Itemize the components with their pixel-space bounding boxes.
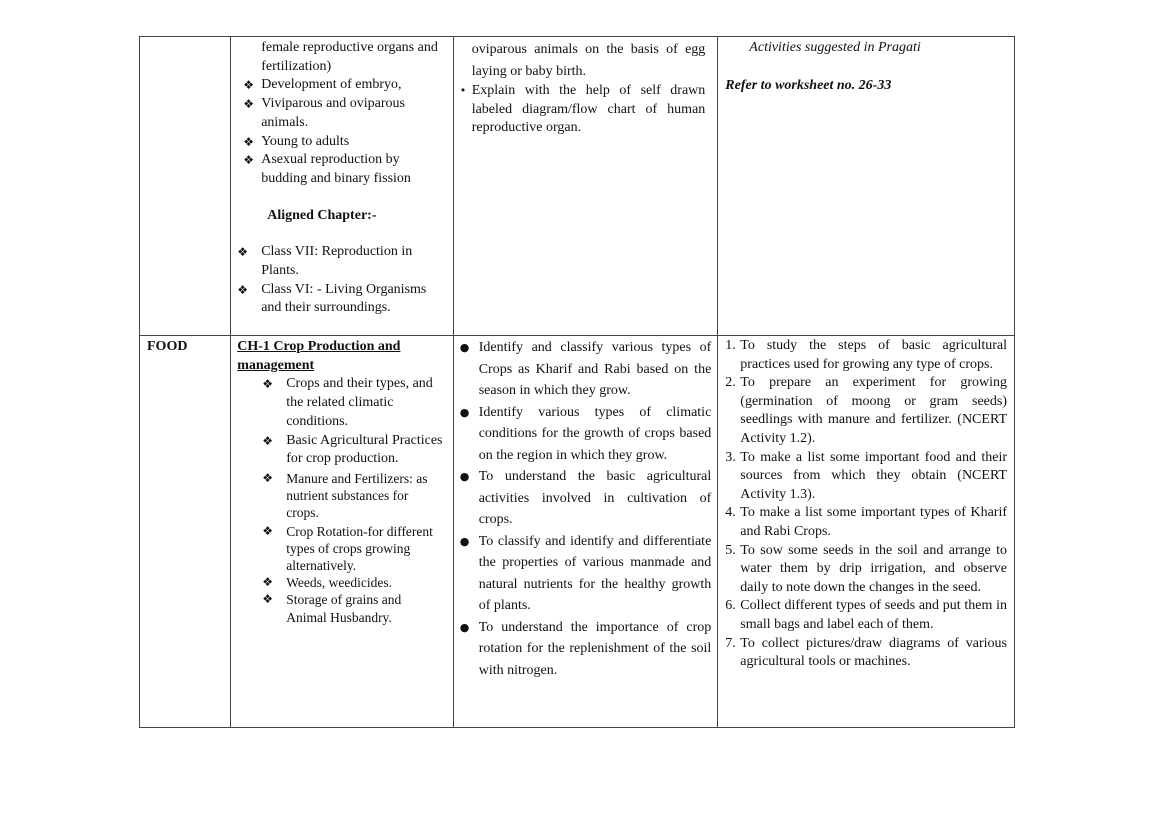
diamond-bullet-icon: ❖ [237, 245, 248, 260]
activities-note: Activities suggested in Pragati [749, 40, 921, 55]
list-item: oviparous animals on the basis of egg laying or baby birth. [471, 42, 706, 79]
diamond-bullet-icon: ❖ [262, 523, 273, 538]
list-item: • Explain with the help of self drawn labeled diagram/flow chart of human reproductive organ. [459, 83, 706, 136]
table-row [140, 336, 1015, 728]
list-item: ❖ Manure and Fertilizers: as nutrient substances for crops. [262, 470, 428, 521]
diamond-bullet-icon: ❖ [262, 592, 273, 607]
list-item: 1. To study the steps of basic agricultural practices used for growing any type of crops. [725, 338, 1007, 372]
diamond-bullet-icon: ❖ [262, 377, 273, 392]
list-item: 5. To sow some seeds in the soil and arrange to water them by drip irrigation, and observe daily to note down the changes in the seed. [725, 542, 1007, 595]
list-item: 2. To prepare an experiment for growing (germination of moong or gram seeds) seedlings with manure and fertilizer. (NCERT Activity 1.2). [725, 375, 1007, 446]
topics-cell [231, 37, 454, 336]
list-item: female reproductive organs and fertilization) [261, 40, 438, 74]
list-item: ❖ Basic Agricultural Practices for crop production. [262, 432, 443, 467]
chapter-title: CH-1 Crop Production and management [237, 339, 401, 373]
diamond-bullet-icon: ❖ [237, 282, 248, 297]
diamond-bullet-icon: ❖ [262, 433, 273, 448]
list-item: ● To classify and identify and differentiate the properties of various manmade and natural nutrients for the healthy growth of plants. [454, 531, 718, 617]
outcomes-cell [453, 37, 718, 336]
list-item: ❖ Crops and their types, and the related climatic conditions. [262, 376, 433, 429]
bullet-icon: ● [459, 341, 470, 354]
worksheet-reference: Refer to worksheet no. 26-33 [725, 77, 892, 93]
list-item: 6. Collect different types of seeds and put them in small bags and label each of them. [725, 598, 1007, 632]
list-item: ❖ Development of embryo, [243, 77, 402, 93]
list-item: ❖ Class VI: - Living Organisms and their surroundings. [237, 281, 427, 316]
list-item: ● To understand the basic agricultural activities involved in cultivation of crops. [454, 466, 718, 531]
list-item: ❖ Class VII: Reproduction in Plants. [237, 244, 413, 279]
activities-cell [718, 37, 1015, 336]
list-item: ❖ Crop Rotation-for different types of crops growing alternatively. [262, 523, 433, 573]
theme-cell-empty [140, 37, 231, 336]
list-item: ❖ Weeds, weedicides. [262, 575, 392, 591]
list-item: ● To understand the importance of crop rotation for the replenishment of the soil with nitrogen. [454, 617, 718, 682]
list-item: ❖ Viviparous and oviparous animals. [243, 96, 406, 130]
list-item: 3. To make a list some important food and their sources from which they obtain (NCERT Activity 1.3). [725, 449, 1007, 502]
table-row [140, 37, 1015, 336]
bullet-icon: ● [459, 534, 470, 548]
bullet-icon: ● [459, 620, 470, 634]
curriculum-table [139, 36, 1015, 728]
outcomes-cell [453, 336, 718, 728]
diamond-bullet-icon: ❖ [262, 470, 273, 485]
theme-label: FOOD [147, 339, 188, 354]
topics-cell [231, 336, 454, 728]
list-item: ● Identify various types of climatic conditions for the growth of crops based on the region in which they grow. [454, 402, 718, 467]
aligned-chapter-heading: Aligned Chapter:- [267, 207, 377, 223]
list-item: ● Identify and classify various types of Crops as Kharif and Rabi based on the season in which they grow. [454, 337, 718, 402]
bullet-icon: ● [459, 470, 470, 483]
list-item: ❖ Young to adults [243, 133, 350, 149]
theme-cell [140, 336, 231, 728]
activities-cell [718, 336, 1015, 728]
diamond-bullet-icon: ❖ [262, 575, 273, 590]
bullet-icon: ● [459, 405, 470, 419]
list-item: 7. To collect pictures/draw diagrams of various agricultural tools or machines. [725, 635, 1007, 670]
list-item: ❖ Asexual reproduction by budding and binary fission [243, 152, 411, 186]
list-item: 4. To make a list some important types of Kharif and Rabi Crops. [725, 505, 1007, 539]
list-item: ❖ Storage of grains and Animal Husbandry. [262, 592, 402, 625]
